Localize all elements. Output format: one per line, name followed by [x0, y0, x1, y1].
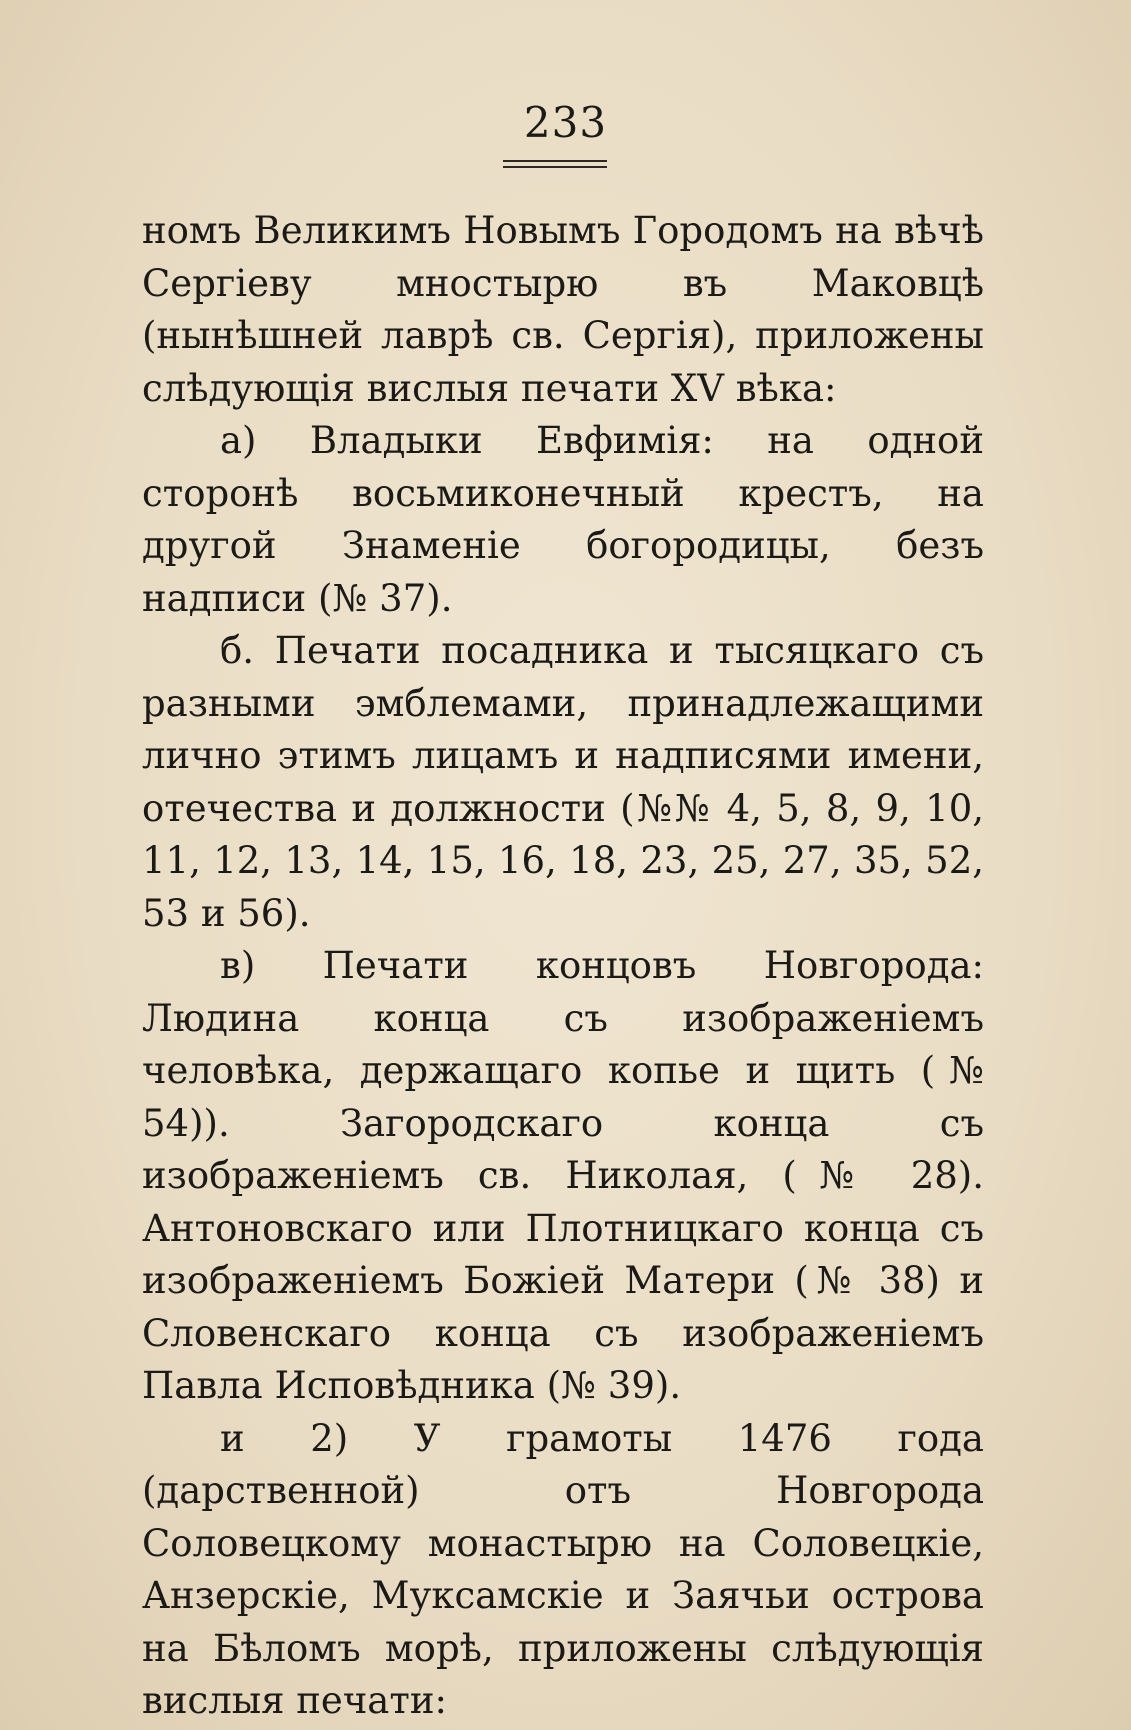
- paragraph-2: и 2) У грамоты 1476 года (дарственной) отъ Новгорода Соловецкому монастырю на Соловецкіе, Анзерскіе, Муксамскіе и Заячьи острова на Бѣломъ морѣ, приложены слѣдующія вислыя печати:: [142, 1416, 984, 1722]
- paragraph-a: а) Владыки Евфимія: на одной сторонѣ восьмиконечный крестъ, на другой Знаменіе богородицы, безъ надписи (№ 37).: [142, 419, 984, 620]
- page-number: 233: [523, 98, 608, 147]
- paragraph-v: в) Печати концовъ Новгорода: Людина конца съ изображеніемъ человѣка, держащаго копье и щить (№ 54)). Загородскаго конца съ изображеніемъ св. Николая, (№ 28). Антоновскаго или Плотницкаго конца съ изображеніемъ Божіей Матери (№ 38) и Словенскаго конца съ изображеніемъ Павла Исповѣдника (№ 39).: [142, 944, 984, 1407]
- body-text: [142, 205, 984, 1728]
- page-number-rule-bottom: [503, 166, 607, 168]
- page-number-rule-top: [503, 160, 607, 162]
- paragraph-intro: номъ Великимъ Новымъ Городомъ на вѣчѣ Сергіеву мностырю въ Маковцѣ (нынѣшней лаврѣ св. Сергія), приложены слѣдующія вислыя печати XV вѣка:: [142, 209, 984, 410]
- paragraph-b: б. Печати посадника и тысяцкаго съ разными эмблемами, принадлежащими лично этимъ лицамъ и надписями имени, отечества и должности (№№ 4, 5, 8, 9, 10, 11, 12, 13, 14, 15, 16, 18, 23, 25, 27, 35, 52, 53 и 56).: [142, 629, 984, 935]
